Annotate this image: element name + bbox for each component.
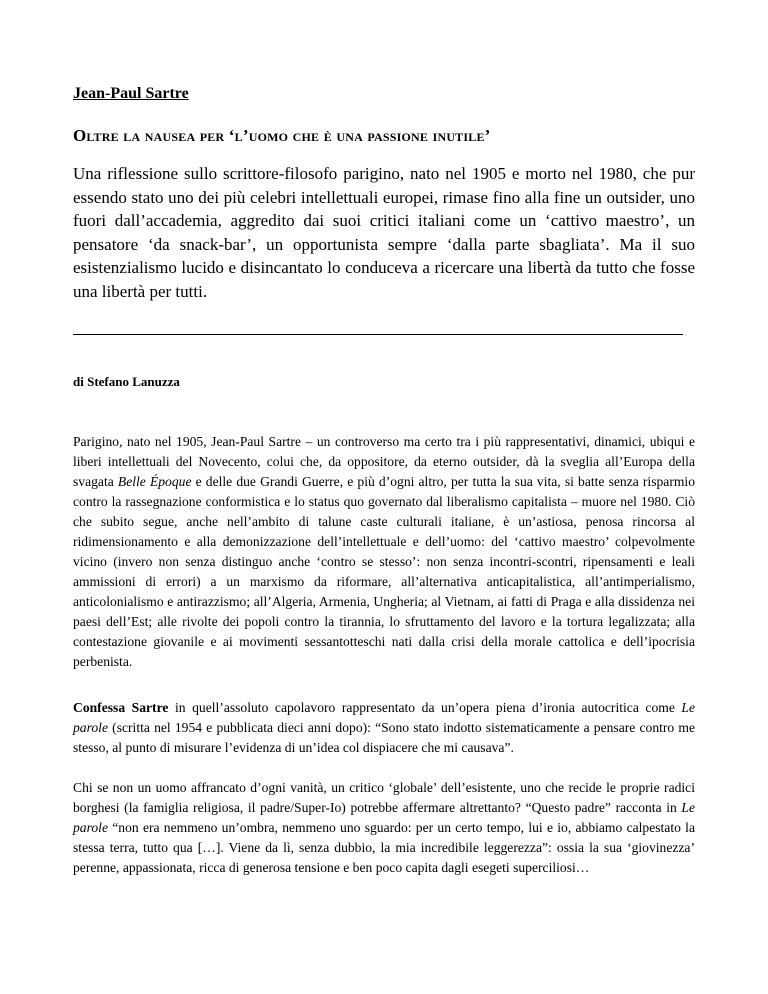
separator-line <box>73 334 683 335</box>
paragraph-1-text-a: Parigino, nato nel 1905, Jean-Paul Sartre – un controverso ma certo tra i più rappresentativi, dinamici, ubiqui e liberi intellettuali del Novecento, colui che, da oppositore, da eterno outsider, dà la sveglia all’Europa della svagata <box>73 434 695 489</box>
paragraph-2-text-b: (scritta nel 1954 e pubblicata dieci anni dopo): “Sono stato indotto sistematicamente a pensare contro me stesso, al punto di misurare l’evidenza di un’idea col dispiacere che mi causava”. <box>73 720 695 755</box>
paragraph-3-text-b: “non era nemmeno un’ombra, nemmeno uno sguardo: per un certo tempo, lui e io, abbiamo calpestato la stessa terra, tutto qua […]. Viene da lì, senza dubbio, la mia incredibile leggerezza”: ossia la sua ‘giovinezza’ perenne, appassionata, ricca di generosa tensione e ben poco capita dagli esegeti superciliosi… <box>73 820 695 875</box>
byline: di Stefano Lanuzza <box>73 374 180 389</box>
paragraph-1-text-b: e delle due Grandi Guerre, e più d’ogni altro, per tutta la sua vita, si batte senza risparmio contro la rassegnazione conformistica e lo status quo governato dal liberalismo capitalista – muore nel 1980. Ciò che subito segue, anche nell’ambito di talune caste culturali italiane, è un’astiosa, penosa rincorsa al ridimensionamento e alla demonizzazione dell’intellettuale e dell’uomo: del ‘cattivo maestro’ colpevolmente vicino (invero non senza distinguo anche ‘contro se stesso’: non senza incontri-scontri, ripensamenti e leali ammissioni di errori) a un marxismo da riformare, all’alternativa anticapitalistica, all’antimperialismo, anticolonialismo e antirazzismo; all’Algeria, Armenia, Ungheria; al Vietnam, ai fatti di Praga e alla dissidenza nei paesi dell’Est; alle rivolte dei popoli contro la tirannia, lo sfruttamento del lavoro e la tortura legalizzata; alla contestazione giovanile e ai movimenti sessantotteschi nati dalla crisi della morale cattolica e dell’ipocrisia perbenista. <box>73 474 695 669</box>
paragraph-2-text-a: in quell’assoluto capolavoro rappresentato da un’opera piena d’ironia autocritica come <box>168 700 682 715</box>
article-title: Oltre la nausea per ‘l’uomo che è una passione inutile’ <box>73 126 491 145</box>
paragraph-1 <box>73 432 695 672</box>
author-heading: Jean-Paul Sartre <box>73 85 189 102</box>
paragraph-1-italic: Belle Époque <box>117 474 192 489</box>
paragraph-3-text-a: Chi se non un uomo affrancato d’ogni vanità, un critico ‘globale’ dell’esistente, uno che recide le proprie radici borghesi (la famiglia religiosa, il padre/Super-Io) potrebbe affermare altrettanto? “Questo padre” racconta in <box>73 780 695 815</box>
paragraph-3-italic: Le parole <box>73 800 695 835</box>
paragraph-2-bold-lead: Confessa Sartre <box>73 700 169 715</box>
paragraph-3 <box>73 778 695 878</box>
paragraph-2-italic: Le parole <box>73 700 696 735</box>
paragraph-2 <box>73 698 695 758</box>
article-abstract: Una riflessione sullo scrittore-filosofo parigino, nato nel 1905 e morto nel 1980, che pur essendo stato uno dei più celebri intellettuali europei, rimase fino alla fine un outsider, uno fuori dall’accademia, aggredito dai suoi critici italiani come un ‘cattivo maestro’, un pensatore ‘da snack-bar’, un opportunista sempre ‘dalla parte sbagliata’. Ma il suo esistenzialismo lucido e disincantato lo conduceva a ricercare una libertà da tutto che fosse una libertà per tutti. <box>73 164 695 301</box>
